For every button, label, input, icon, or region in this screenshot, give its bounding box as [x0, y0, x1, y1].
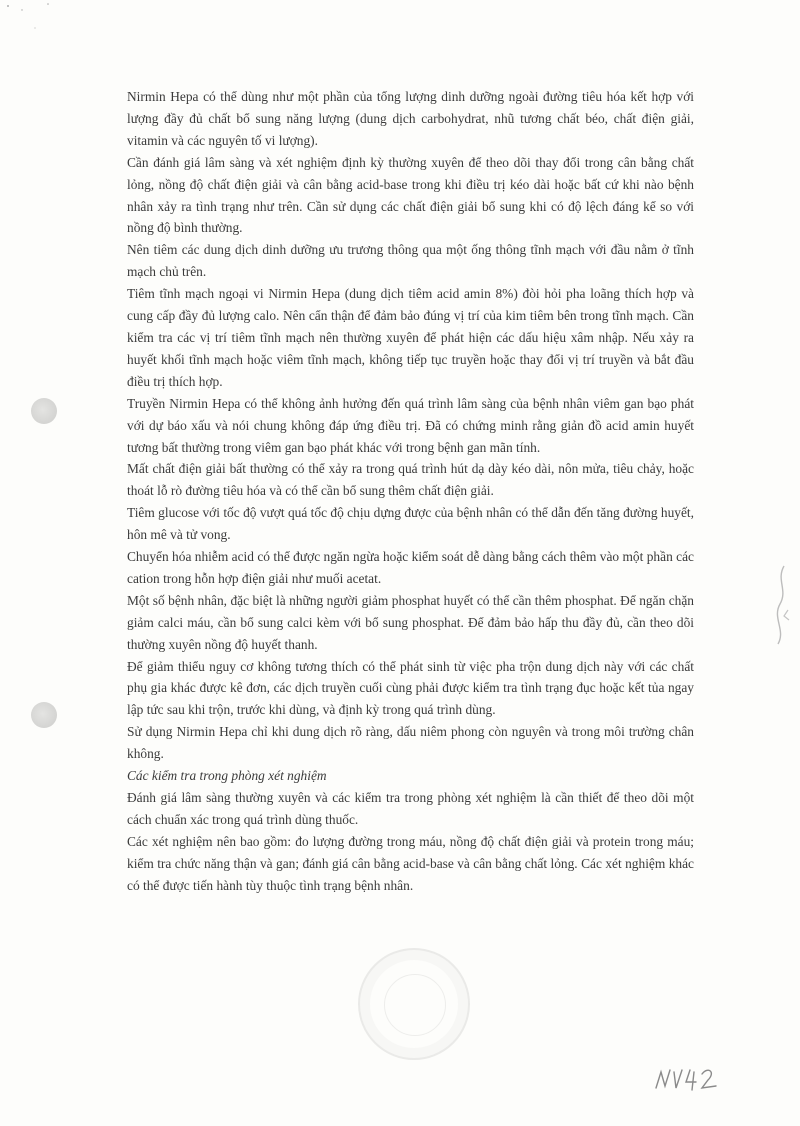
- paragraph-hypertonic: Nên tiêm các dung dịch dinh dưỡng ưu trương thông qua một ống thông tĩnh mạch với đầu nằm ở tĩnh mạch chủ trên.: [127, 242, 694, 280]
- section-heading-lab-tests: Các kiểm tra trong phòng xét nghiệm: [127, 768, 327, 784]
- paragraph-monitoring: Cần đánh giá lâm sàng và xét nghiệm định kỳ thường xuyên để theo dõi thay đổi trong cân bằng chất lỏng, nồng độ chất điện giải và cân bằng acid-base trong khi điều trị kéo dài hoặc bất cứ khi nào bệnh nhân xảy ra tình trạng như trên. Cần sử dụng các chất điện giải bổ sung khi có độ lệch đáng kể so với nồng độ bình thường.: [127, 154, 694, 236]
- paragraph-clear-solution: Sử dụng Nirmin Hepa chỉ khi dung dịch rõ ràng, dấu niêm phong còn nguyên và trong môi trường chân không.: [127, 724, 694, 762]
- punch-hole-top: [31, 398, 57, 424]
- paragraph-glucose: Tiêm glucose với tốc độ vượt quá tốc độ chịu dựng được của bệnh nhân có thể dẫn đến tăng đường huyết, hôn mê và tử vong.: [127, 505, 694, 543]
- paragraph-lab-tests-list: Các xét nghiệm nên bao gồm: đo lượng đường trong máu, nồng độ chất điện giải và protein trong máu; kiểm tra chức năng thận và gan; đánh giá cân bằng acid-base và cân bằng chất lỏng. Các xét nghiệm khác có thể được tiến hành tùy thuộc tình trạng bệnh nhân.: [127, 833, 694, 893]
- paragraph-lab-evaluation: Đánh giá lâm sàng thường xuyên và các kiểm tra trong phòng xét nghiệm là cần thiết để theo dõi một cách chuẩn xác trong quá trình dùng thuốc.: [127, 790, 694, 827]
- punch-hole-bottom: [31, 702, 57, 728]
- document-body: [127, 86, 694, 897]
- paragraph-peripheral-infusion: Tiêm tĩnh mạch ngoại vi Nirmin Hepa (dung dịch tiêm acid amin 8%) đòi hỏi pha loãng thích hợp và cung cấp đầy đủ lượng calo. Nên cẩn thận để đảm bảo đúng vị trí của kim tiêm bên trong tĩnh mạch. Cần kiểm tra các vị trí tiêm tĩnh mạch nên thường xuyên để phát hiện các dấu hiệu xâm nhập. Nếu xảy ra huyết khối tĩnh mạch hoặc viêm tĩnh mạch, không tiếp tục truyền hoặc thay đổi vị trí truyền và bắt đầu điều trị thích hợp.: [127, 286, 694, 389]
- edge-mark: [770, 560, 794, 660]
- faded-stamp-inner: [384, 974, 446, 1036]
- paragraph-phosphate: Một số bệnh nhân, đặc biệt là những người giảm phosphat huyết có thể cần thêm phosphat. Để ngăn chặn giảm calci máu, cần bổ sung calci kèm với bổ sung phosphat. Để đảm bảo hấp thu đầy đủ, cần theo dõi thường xuyên nồng độ huyết thanh.: [127, 592, 694, 652]
- paragraph-compatibility: Để giảm thiểu nguy cơ không tương thích có thể phát sinh từ việc pha trộn dung dịch này với các chất phụ gia khác được kê đơn, các dịch truyền cuối cùng phải được kiểm tra tình trạng đục hoặc kết tủa ngay lập tức sau khi trộn, trước khi dùng, và định kỳ trong quá trình dùng.: [127, 658, 694, 718]
- faded-stamp: [358, 948, 470, 1060]
- paragraph-electrolyte-loss: Mất chất điện giải bất thường có thể xảy ra trong quá trình hút dạ dày kéo dài, nôn mửa, tiêu chảy, hoặc thoát lỗ rò đường tiêu hóa và có thể cần bổ sung thêm chất điện giải.: [127, 461, 694, 499]
- paragraph-acidosis: Chuyển hóa nhiễm acid có thể được ngăn ngừa hoặc kiểm soát dễ dàng bằng cách thêm vào một phần các cation trong hỗn hợp điện giải như muối acetat.: [127, 549, 694, 586]
- paragraph-fulminant-hepatitis: Truyền Nirmin Hepa có thể không ảnh hưởng đến quá trình lâm sàng của bệnh nhân viêm gan bạo phát với dự báo xấu và nói chung không đáp ứng điều trị. Đã có chứng minh rằng giản đồ acid amin huyết tương bất thường trong viêm gan bạo phát khác với trong bệnh gan mãn tính.: [127, 395, 694, 455]
- handwritten-mark: [652, 1062, 732, 1096]
- paragraph-usage: Nirmin Hepa có thể dùng như một phần của tổng lượng dinh dưỡng ngoài đường tiêu hóa kết hợp với lượng đầy đủ chất bổ sung năng lượng (dung dịch carbohydrat, nhũ tương chất béo, chất điện giải, vitamin và các nguyên tố vi lượng).: [127, 89, 694, 148]
- scan-specks: [0, 0, 70, 50]
